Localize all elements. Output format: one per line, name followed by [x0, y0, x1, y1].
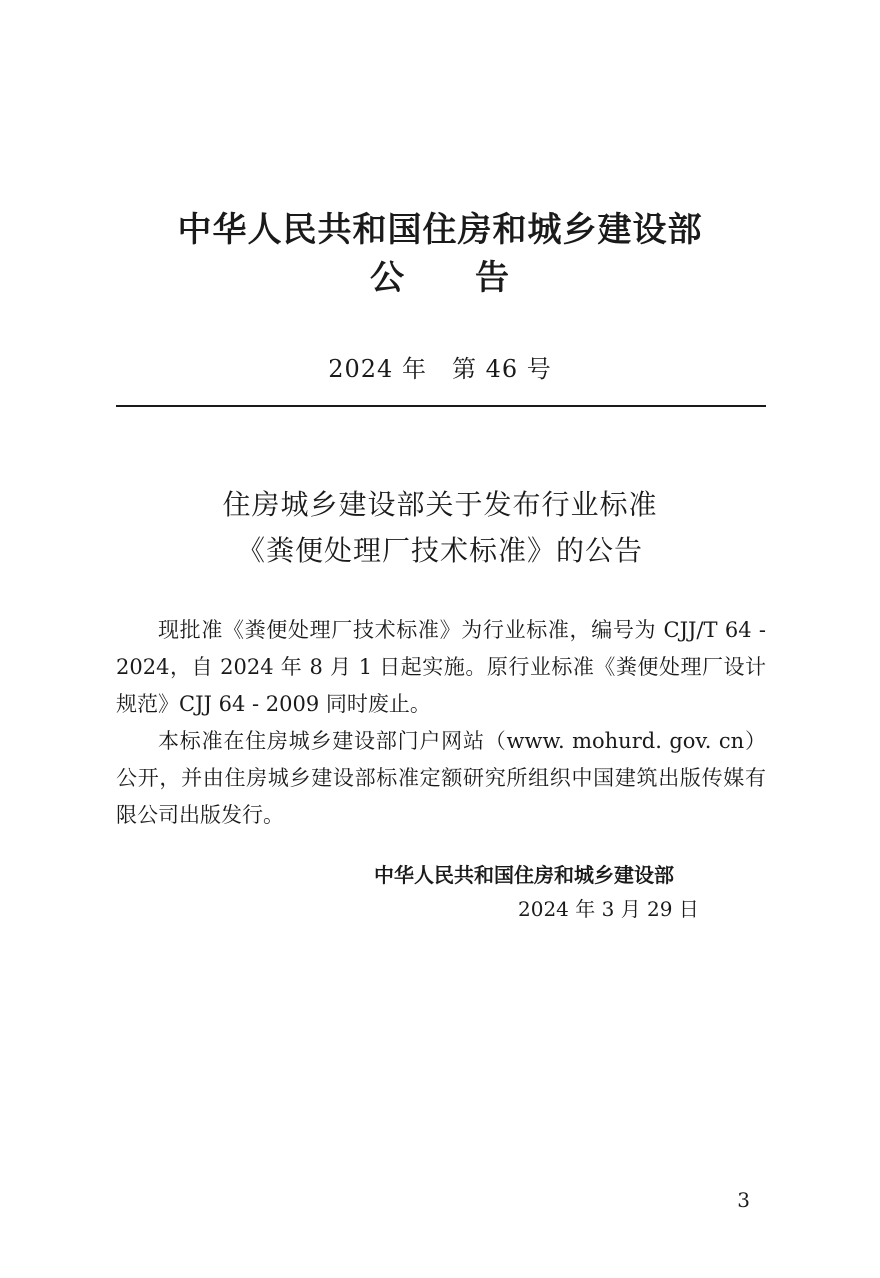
document-title-line-1: 住房城乡建设部关于发布行业标准	[222, 488, 658, 521]
signature-date: 2024 年 3 月 29 日	[518, 897, 699, 921]
body-paragraph-2: 本标准在住房城乡建设部门户网站（www. mohurd. gov. cn）公开，并由住房城乡建设部标准定额研究所组织中国建筑出版传媒有限公司出版发行。	[116, 729, 766, 827]
notice-body	[116, 612, 766, 834]
page-number: 3	[737, 1188, 750, 1212]
document-title-line-2: 《粪便处理厂技术标准》的公告	[236, 534, 643, 567]
issue-number: 2024 年 第 46 号	[328, 355, 552, 383]
body-paragraph-1: 现批准《粪便处理厂技术标准》为行业标准，编号为 CJJ/T 64 - 2024，自 2024 年 8 月 1 日起实施。原行业标准《粪便处理厂设计规范》CJJ 64 - 2009 同时废止。	[116, 618, 766, 716]
issuing-organization-heading: 中华人民共和国住房和城乡建设部	[177, 210, 703, 250]
signature-organization: 中华人民共和国住房和城乡建设部	[374, 863, 674, 887]
header-divider	[116, 405, 766, 407]
document-title	[0, 482, 880, 574]
notice-heading: 公 告	[370, 258, 510, 298]
